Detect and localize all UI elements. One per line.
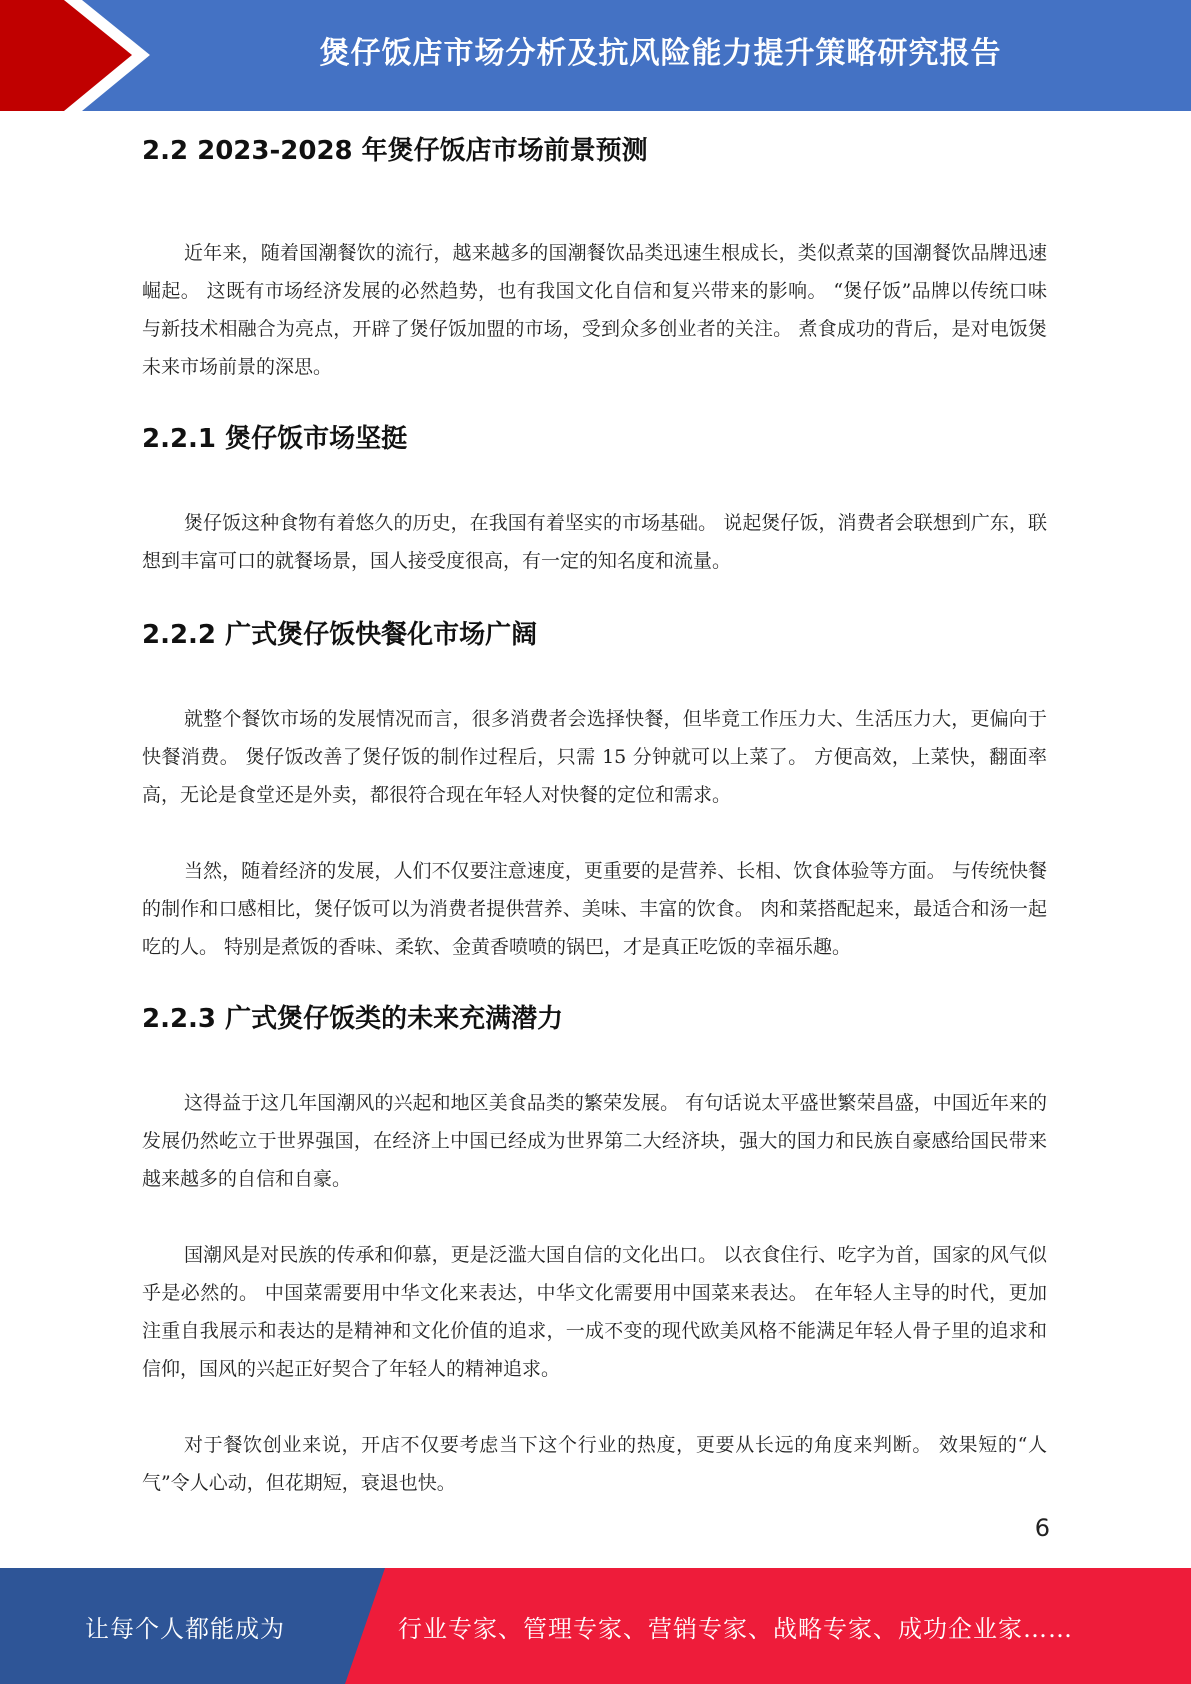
page-number: 6 bbox=[1034, 1514, 1050, 1542]
paragraph: 当然，随着经济的发展，人们不仅要注意速度，更重要的是营养、长相、饮食体验等方面。 与传统快餐的制作和口感相比，煲仔饭可以为消费者提供营养、美味、丰富的饮食。 肉和菜搭配起来，最适合和汤一起吃的人。 特别是煮饭的香味、柔软、金黄香喷喷的锅巴，才是真正吃饭的幸福乐趣。 bbox=[142, 860, 1047, 958]
paragraph: 这得益于这几年国潮风的兴起和地区美食品类的繁荣发展。 有句话说太平盛世繁荣昌盛，中国近年来的发展仍然屹立于世界强国，在经济上中国已经成为世界第二大经济块，强大的国力和民族自豪感给国民带来越来越多的自信和自豪。 bbox=[142, 1092, 1047, 1190]
paragraph: 就整个餐饮市场的发展情况而言，很多消费者会选择快餐，但毕竟工作压力大、生活压力大，更偏向于快餐消费。 煲仔饭改善了煲仔饭的制作过程后，只需 15 分钟就可以上菜了。 方便高效，上菜快，翻面率高，无论是食堂还是外卖，都很符合现在年轻人对快餐的定位和需求。 bbox=[142, 708, 1047, 806]
paragraph: 国潮风是对民族的传承和仰慕，更是泛滥大国自信的文化出口。 以衣食住行、吃字为首，国家的风气似乎是必然的。 中国菜需要用中华文化来表达，中华文化需要用中国菜来表达。 在年轻人主导的时代，更加注重自我展示和表达的是精神和文化价值的追求，一成不变的现代欧美风格不能满足年轻人骨子里的追求和信仰，国风的兴起正好契合了年轻人的精神追求。 bbox=[142, 1244, 1047, 1380]
section-heading: 2.2 2023-2028 年煲仔饭店市场前景预测 bbox=[142, 136, 648, 166]
section-heading: 2.2.1 煲仔饭市场坚挺 bbox=[142, 424, 408, 454]
paragraph: 煲仔饭这种食物有着悠久的历史，在我国有着坚实的市场基础。 说起煲仔饭，消费者会联想到广东，联想到丰富可口的就餐场景，国人接受度很高，有一定的知名度和流量。 bbox=[142, 512, 1047, 572]
paragraph: 近年来，随着国潮餐饮的流行，越来越多的国潮餐饮品类迅速生根成长，类似煮菜的国潮餐饮品牌迅速崛起。 这既有市场经济发展的必然趋势，也有我国文化自信和复兴带来的影响。 “煲仔饭”品牌以传统口味与新技术相融合为亮点，开辟了煲仔饭加盟的市场，受到众多创业者的关注。 煮食成功的背后，是对电饭煲未来市场前景的深思。 bbox=[142, 242, 1047, 378]
page-header bbox=[0, 0, 1191, 111]
report-title: 煲仔饭店市场分析及抗风险能力提升策略研究报告 bbox=[319, 36, 1002, 71]
document-body bbox=[142, 128, 1047, 1502]
paragraph: 对于餐饮创业来说，开店不仅要考虑当下这个行业的热度，更要从长远的角度来判断。 效果短的“人气”令人心动，但花期短，衰退也快。 bbox=[142, 1434, 1047, 1494]
page-footer bbox=[0, 1568, 1191, 1684]
footer-slogan-right: 行业专家、管理专家、营销专家、战略专家、成功企业家…… bbox=[398, 1614, 1073, 1643]
section-heading: 2.2.2 广式煲仔饭快餐化市场广阔 bbox=[142, 620, 538, 650]
footer-slogan-left: 让每个人都能成为 bbox=[85, 1614, 285, 1643]
section-heading: 2.2.3 广式煲仔饭类的未来充满潜力 bbox=[142, 1004, 564, 1034]
